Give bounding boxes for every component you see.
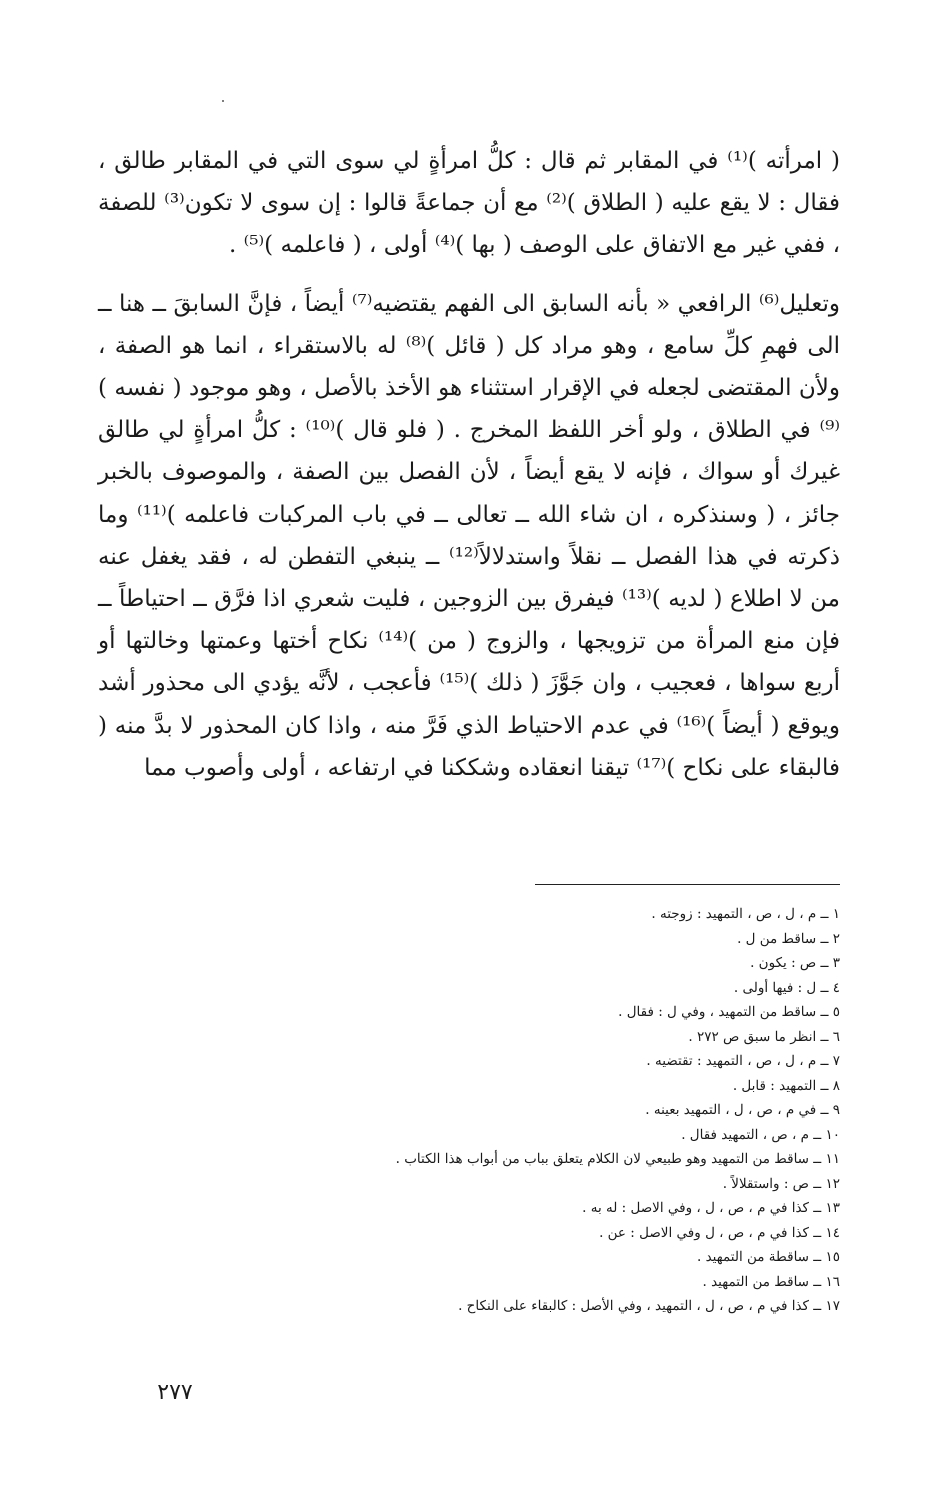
footnote-9: ٩ ــ في م ، ص ، ل ، التمهيد بعينه . (645, 1102, 840, 1118)
paragraph-2: وتعليل⁽⁶⁾ الرافعي « بأنه السابق الى الفهم يقتضيه⁽⁷⁾ أيضاً ، فإنَّ السابقَ ــ هنا ــ الى فهمِ كلِّ سامع ، وهو مراد كل ( قائل )⁽⁸⁾ له بالاستقراء ، انما هو الصفة ، ولأن المقتضى لجعله في الإقرار استثناء هو الأخذ بالأصل ، وهو موجود ( نفسه )⁽⁹⁾ في الطلاق ، ولو أخر اللفظ المخرج . ( فلو قال )⁽¹⁰⁾ : كلُّ امرأةٍ لي طالق غيرك أو سواك ، فإنه لا يقع أيضاً ، لأن الفصل بين الصفة ، والموصوف بالخبر جائز ، ( وسنذكره ، ان شاء الله ــ تعالى ــ في باب المركبات فاعلمه )⁽¹¹⁾ وما ذكرته في هذا الفصل ــ نقلاً واستدلالاً⁽¹²⁾ ــ ينبغي التفطن له ، فقد يغفل عنه من لا اطلاع ( لديه )⁽¹³⁾ فيفرق بين الزوجين ، فليت شعري اذا فرَّق ــ احتياطاً ــ فإن منع المرأة من تزويجها ، والزوج ( من )⁽¹⁴⁾ نكاح أختها وعمتها وخالتها أو أربع سواها ، فعجيب ، وان جَوَّزَ ( ذلك )⁽¹⁵⁾ فأعجب ، لأنَّه يؤدي الى محذور أشد ويوقع ( أيضاً )⁽¹⁶⁾ في عدم الاحتياط الذي فَرَّ منه ، واذا كان المحذور لا بدَّ منه ( فالبقاء على نكاح )⁽¹⁷⁾ تيقنا انعقاده وشككنا في ارتفاعه ، أولى وأصوب مما (98, 290, 841, 781)
footnote-16: ١٦ ــ ساقط من التمهيد . (702, 1273, 840, 1290)
footnote-2: ٢ ــ ساقط من ل . (737, 930, 840, 947)
footnote-4: ٤ ــ ل : فيها أولى . (733, 979, 840, 996)
page-number: ٢٧٧ (157, 1380, 193, 1405)
footnote-3: ٣ ــ ص : يكون . (750, 955, 840, 971)
footnote-1: ١ ــ م ، ل ، ص ، التمهيد : زوجته . (651, 906, 840, 922)
footnote-6: ٦ ــ انظر ما سبق ص ٢٧٢ . (688, 1028, 840, 1045)
main-text (98, 140, 840, 789)
paragraph-1: ( امرأته )⁽¹⁾ في المقابر ثم قال : كلُّ امرأةٍ لي سوى التي في المقابر طالق ، فقال : لا يقع عليه ( الطلاق )⁽²⁾ مع أن جماعةً قالوا : إن سوى لا تكون⁽³⁾ للصفة ، ففي غير مع الاتفاق على الوصف ( بها )⁽⁴⁾ أولى ، ( فاعلمه )⁽⁵⁾ . (98, 148, 840, 259)
scan-speck (222, 100, 224, 102)
footnote-17: ١٧ ــ كذا في م ، ص ، ل ، التمهيد ، وفي الأصل : كالبقاء على النكاح . (458, 1298, 840, 1314)
footnote-5: ٥ ــ ساقط من التمهيد ، وفي ل : فقال . (618, 1004, 840, 1020)
footnote-separator (535, 884, 840, 885)
footnote-11: ١١ ــ ساقط من التمهيد وهو طبيعي لان الكلام يتعلق بباب من أبواب هذا الكتاب . (395, 1151, 840, 1167)
footnote-15: ١٥ ــ ساقطة من التمهيد . (697, 1249, 840, 1265)
footnote-7: ٧ ــ م ، ل ، ص ، التمهيد : تقتضيه . (646, 1053, 840, 1069)
footnote-12: ١٢ ــ ص : واستقلالاً . (722, 1175, 840, 1192)
footnote-10: ١٠ ــ م ، ص ، التمهيد فقال . (681, 1126, 840, 1143)
footnotes-list (240, 902, 840, 1319)
footnote-13: ١٣ ــ كذا في م ، ص ، ل ، وفي الاصل : له به . (582, 1200, 840, 1216)
footnote-14: ١٤ ــ كذا في م ، ص ، ل وفي الاصل : عن . (599, 1224, 840, 1241)
footnote-8: ٨ ــ التمهيد : قابل . (732, 1077, 840, 1094)
